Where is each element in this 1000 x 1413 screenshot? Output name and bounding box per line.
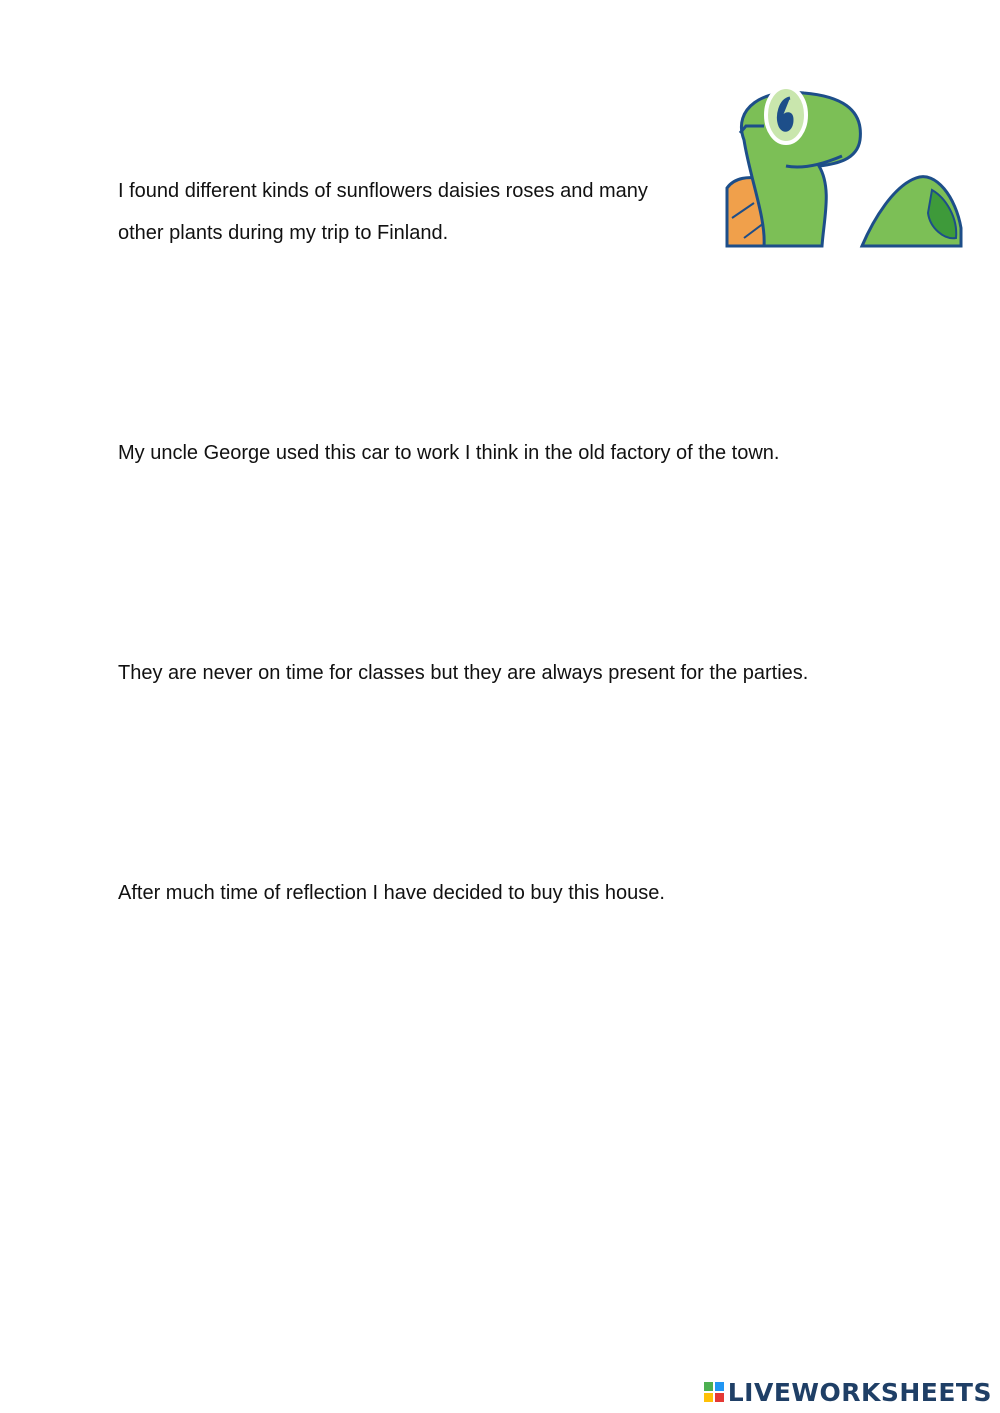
liveworksheets-logo	[703, 1377, 992, 1407]
sentence-4: After much time of reflection I have decided to buy this house.	[118, 882, 665, 904]
turtle-icon	[724, 78, 969, 248]
sentence-1-line-1: I found different kinds of sunflowers daisies roses and many	[118, 180, 648, 202]
sentence-3: They are never on time for classes but they are always present for the parties.	[118, 662, 809, 684]
sentence-1-line-2: other plants during my trip to Finland.	[118, 222, 449, 244]
brand-text: LIVEWORKSHEETS	[727, 1377, 992, 1407]
sentence-1	[118, 170, 648, 254]
liveworksheets-mark-icon	[703, 1381, 725, 1403]
sentence-2: My uncle George used this car to work I think in the old factory of the town.	[118, 442, 780, 464]
